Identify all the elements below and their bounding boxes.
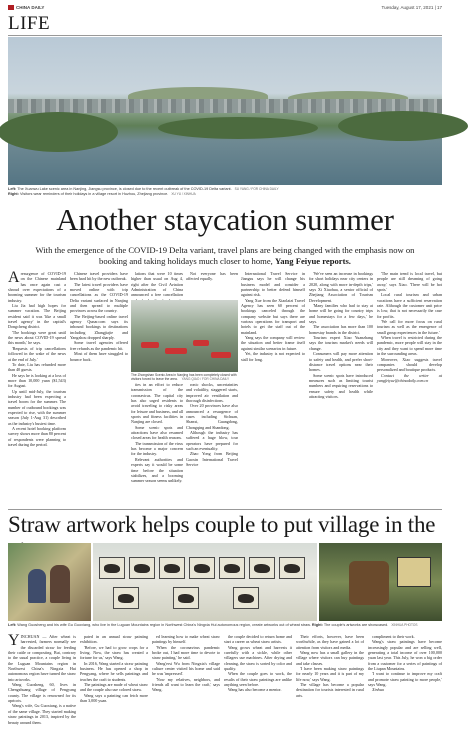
- paragraph: Zhao Yong from Beijing Gaoxin International Travel Service: [186, 451, 238, 468]
- straw-artwork: [279, 557, 305, 579]
- paragraph: 'Now my relatives, neighbors, and friends all want to learn the craft,' says Wang.: [152, 676, 220, 693]
- paragraph: The latest travel providers have moved online with trip cancellations as the COVID-19 Delta variant surfaced in Nanjing and then spread to multiple provinces across the country.: [70, 281, 128, 314]
- paragraph: Although the industry has suffered a huge blow, tour operators have prepared for such an eventuality.: [186, 430, 238, 452]
- photo-caption: [8, 623, 442, 628]
- artwork-subject: [118, 594, 134, 603]
- paragraph: Relevant authorities and experts say it would be some time before the situation stabilizes, and a booming summer season seems unlikely.: [131, 456, 183, 484]
- paragraph: When the couple goes to work, the results of their straw paintings are unlike anything seen before.: [224, 671, 292, 688]
- straw-artwork: [113, 587, 139, 609]
- artwork-subject: [178, 594, 194, 603]
- paragraph: 'Many families who had to stay at home will be going for country trips and homestays for a few days,' he says.: [309, 303, 373, 325]
- photo-caption: [131, 373, 238, 381]
- straw-artwork: [397, 557, 431, 587]
- story-divider: [8, 509, 442, 510]
- article-column: [131, 271, 183, 299]
- caption-text: Wang Guosheng and his wife Gu Guoxiang, who live in the Luguan Mountains region in Northwest China's Ningxia Hui autonomous region, create artworks out of wheat straw.: [17, 623, 311, 627]
- straw-artwork: [173, 587, 199, 609]
- paragraph: compliment to their work.: [372, 634, 415, 639]
- article-column: [296, 634, 364, 744]
- article-column: [8, 271, 66, 507]
- photo-credit: SU YANG / FOR CHINA DAILY: [234, 187, 279, 191]
- paragraph: Yang Xue from the Xiaolaizi Travel Agency has seen 60 percent of bookings canceled through the company website but says there are various operations for transport and hotels to get the staff out of the mainland.: [241, 297, 305, 335]
- article-column: [70, 271, 128, 507]
- lake-photo: [8, 37, 442, 185]
- paragraph: Chinese travel providers have been hard hit by the new outbreak.: [70, 271, 128, 282]
- boat: [141, 342, 159, 348]
- paragraph: ties in an effort to reduce transmission of the coronavirus. The capital city has also urged residents to avoid traveling to risky areas for leisure and business, and all sports and fitness facilities in Nanjing are closed.: [131, 382, 183, 425]
- paragraph: Wang has also become a mentor.: [228, 687, 282, 693]
- contact-line: Contact the writer at yangfeiyue@chinadaily.com.cn: [377, 372, 442, 383]
- paragraph: Most of them have struggled to bounce back.: [70, 351, 128, 362]
- paragraph: 'We call for more focus on rural tourism as well as the emergence of small group experiences in the future.': [377, 319, 442, 335]
- paragraph: 'I have been making straw paintings for nearly 10 years and it is part of my life now,' says Wang.: [296, 666, 364, 682]
- photo-credit: XINHUA PHOTOS: [391, 623, 418, 627]
- paragraph: Some scenic spots have introduced measures such as limiting tourist numbers and requiring reservations to ensure safety and health while attracting visitors.: [309, 372, 373, 399]
- paragraph: International Travel Service in Jiangsu says he will change his business model and consider a partnership to better defend himself against risk.: [241, 271, 305, 298]
- person-figure: [349, 561, 389, 605]
- boat: [165, 348, 187, 354]
- caption-label: Left:: [8, 623, 17, 627]
- paragraph: Liu Jia had high hopes for summer vacation. The Beijing resident said it was 'like a small travel agency' in the capital's Dongcheng district.: [8, 303, 66, 330]
- article-column: [131, 382, 183, 507]
- paragraph: 'Before, we had to grow crops for a living. Now, the straw has created a fortune for us,' says Wang.: [80, 644, 148, 661]
- deck-byline: Yang Feiyue reports.: [274, 255, 351, 266]
- article-column: [224, 634, 292, 744]
- caption-text: The Xuanwu Lake scenic area in Nanjing, Jiangsu province, is closed due to the recent outbreak of the COVID-19 Delta variant.: [17, 187, 232, 191]
- artwork-subject: [164, 564, 180, 573]
- main-headline: Another staycation summer: [56, 202, 394, 237]
- artwork-subject: [134, 564, 150, 573]
- person-figure: [50, 565, 70, 603]
- artwork-subject: [254, 564, 270, 573]
- island: [338, 111, 468, 141]
- paragraph: Wang grows wheat and harvests it carefully with a sickle, while other villagers use machines. After drying and cleaning, the straw is sorted by color and quality.: [224, 644, 292, 672]
- caption-text: The couple's artworks are showcased.: [323, 623, 389, 627]
- article-column: [186, 382, 238, 507]
- artwork-subject: [194, 564, 210, 573]
- paragraph: YINCHUAN — After wheat is harvested, farmers normally see the discarded straw for feeding their cattle or composting. But, contrary to the usual practice, a couple living in the Luguan Mountains region in Northwest China's Ningxia Hui autonomous region have turned the straw into artworks.: [8, 632, 76, 682]
- boat: [211, 352, 231, 358]
- paragraph: Wang'ersi Wu from Ningxia's village culture center visited his home and said he was 'impressed'.: [152, 660, 220, 677]
- logo-mark-icon: [8, 5, 14, 10]
- straw-artwork: [249, 557, 275, 579]
- paragraph: Moreover, Xiao suggests travel companies should develop personalized and boutique products.: [377, 356, 442, 373]
- paragraph: 'Requests of trip cancellations followed in the wake of the news at the end of July.': [8, 345, 66, 362]
- paragraph: Wang says a painting can fetch more than 3,000 yuan.: [80, 692, 148, 704]
- paragraph: Wang's straw paintings have become increasingly popular and are selling well, generating a total income of over 100,000 yuan last year. This July, he won a big order from a customer for a series of paintings of the Liupan Mountains.: [368, 639, 442, 672]
- caption-text: Visitors wear reminders of their holidays in a village resort in Huzhou, Zhejiang province.: [20, 192, 169, 196]
- paragraph: In 2016, Wang started a straw painting business. He has opened a shop in Pengyang, where he sells paintings and teaches the craft to students.: [80, 660, 148, 682]
- caption-label: Left:: [8, 187, 17, 191]
- article-column: [152, 634, 220, 744]
- paragraph: pated in an annual straw painting exhibition.: [80, 634, 148, 645]
- article-column: [186, 271, 238, 299]
- island: [158, 117, 318, 139]
- paragraph: Yang says the company will review the situation and better frame itself against similar scenarios in future.: [241, 335, 305, 351]
- straw-artwork: [129, 557, 155, 579]
- paragraph: A recent hotel booking platform survey shows more than 80 percent of respondents were planning to travel during the period.: [8, 425, 66, 447]
- paragraph: Tourism expert Xiao Yuanzhang says the tourism market's needs will change.: [309, 335, 373, 351]
- article-column: [241, 271, 305, 507]
- paragraph: The transmission of the virus has become a major concern for the industry.: [131, 440, 183, 457]
- date-and-page: Tuesday, August 17, 2021 | 17: [381, 5, 442, 10]
- city-skyline: [8, 99, 442, 113]
- straw-artwork: [189, 557, 215, 579]
- paragraph: Wang Guosheng, 60, lives in Chengzhuang village of Pengyang county. The village is renowned for its apricots.: [8, 682, 76, 704]
- masthead: [8, 5, 442, 13]
- caption-text: The Zhongshan Scenic Area in Nanjing has been completely closed with visitors forced to leave the area.: [131, 373, 237, 382]
- article-column: [368, 634, 442, 744]
- paragraph: When travel is restricted during the pandemic, more people will stay in the city and they want to spend more time in the surrounding areas.: [377, 335, 442, 357]
- paragraph: 'The bookings were great until the news about COVID-19 spread this month,' he says.: [8, 329, 66, 346]
- paragraph: Over 20 provinces have also announced a resurgence of cases including Sichuan, Shanxi, Guangdong, Chongqing and Shandong.: [186, 403, 238, 430]
- article-column: [377, 271, 442, 507]
- straw-artwork: [233, 587, 259, 609]
- lake-boat-photo: [131, 300, 238, 372]
- caption-label: Right:: [8, 192, 19, 196]
- artwork-subject: [104, 564, 120, 573]
- paragraph: Yet, the industry is not expected to stall for long.: [241, 351, 305, 362]
- caption-label: Right:: [311, 623, 323, 627]
- artwork-display-photo: [93, 543, 317, 621]
- paragraph: Wang now has a small gallery in the village where visitors can buy paintings and take classes.: [296, 650, 364, 666]
- paragraph: ed learning how to make wheat straw paintings by himself.: [152, 634, 220, 645]
- article-column: [309, 271, 373, 507]
- straw-artwork: [159, 557, 185, 579]
- paragraph: The village has become a popular destination for tourists interested in rural arts.: [296, 682, 364, 698]
- artwork-subject: [238, 594, 254, 603]
- paper-name: CHINA DAILY: [16, 5, 45, 10]
- paragraph: The Beijing-based online travel agency Qunar.com says its inbound bookings to destinations including Zhangjiajie and Yangzhou dropped sharply.: [70, 313, 128, 341]
- paragraph: Some scenic spots and attractions have also resumed closed areas for health reasons.: [131, 424, 183, 441]
- paragraph: 'We've seen an increase in bookings for short holidays near city centers in 2020, along with more in-depth trips,' says Xi Xiaohua, a senior official of Zhejiang Association of Tourism Development.: [309, 271, 373, 303]
- paragraph: He says he is looking at a loss of more than 10,000 yuan ($1,543) for August.: [8, 372, 66, 389]
- straw-artwork: [219, 557, 245, 579]
- island: [0, 112, 118, 152]
- paragraph: Wang's wife, Gu Guoxiang, is a native of the same village. They started making straw paintings in 2013, inspired by the beauty around them.: [8, 703, 76, 725]
- paragraph: Their efforts, however, have been worthwhile, as they have gained a lot of attention from visitors and media.: [296, 634, 364, 650]
- artwork-subject: [224, 564, 240, 573]
- artwork-subject: [284, 564, 300, 573]
- boat: [193, 340, 209, 346]
- paragraph: Aresurgence of COVID-19 on the Chinese mainland has once again cast a shroud over expectations of a booming summer for the tourism industry.: [8, 269, 66, 303]
- paper-logo: [8, 5, 44, 10]
- paragraph: The association has more than 100 homestay brands in the district.: [309, 324, 373, 335]
- paragraph: Local rural tourism and urban vacations have a sufficient reservation rate. Although the customer unit price is low, that is not necessarily the case for profits.: [377, 292, 442, 319]
- deck: [30, 245, 420, 266]
- paragraph: ronic shocks, uncertainties and volatility, staggered starts, improved air ventilation and thorough disinfections.: [186, 382, 238, 404]
- paragraph: Some travel agencies offered free refunds as the pandemic hit.: [70, 340, 128, 351]
- paragraph: The paintings are made of wheat straw and the couple also use colored straw.: [80, 682, 148, 693]
- paragraph: 'When the coronavirus pandemic broke out, I had more time to devote to straw painting,' he said.: [152, 644, 220, 661]
- photo-credit: YANG QIAO / FOR CHINA DAILY: [181, 377, 230, 382]
- section-title: LIFE: [8, 13, 51, 34]
- paragraph: To date, Liu has refunded more than 40 guests.: [8, 361, 66, 373]
- paragraph: the couple decided to return home and start a career as wheat straw artists.: [224, 634, 292, 645]
- section-rule: [8, 35, 442, 36]
- paragraph: 'The main trend is local travel, but people are still dreaming of going away,' says Xiao. 'There will be hot spots.': [377, 271, 442, 293]
- paragraph: Consumers will pay more attention to safety and health, and prefer short-distance travel options near their homes.: [309, 351, 373, 373]
- paragraph: Not everyone has been affected equally.: [186, 271, 238, 282]
- article-column: [80, 634, 148, 744]
- artwork-closeup-photo: [319, 543, 442, 621]
- couple-photo: [8, 543, 91, 621]
- person-figure: [28, 569, 46, 603]
- second-headline: Straw artwork helps couple to put village in the: [8, 512, 436, 537]
- paragraph: lations that were 10 times higher than usual on Aug 4, right after the Civil Aviation Administration of China announced a free cancellation: [131, 271, 183, 298]
- paragraph: Up until mid-July, the tourism industry had been expecting a travel boom for the summer. The number of outbound bookings was expected to rise, with the summer season (July 1-Aug 31) described as the industry's busiest time.: [8, 388, 66, 426]
- paragraph: 'I want to continue to improve my craft and promote straw painting to more people,' says Wang.: [368, 671, 442, 688]
- photo-credit: XU YU / XINHUA: [171, 192, 196, 196]
- deck-text: With the emergence of the COVID-19 Delta variant, travel plans are being changed with the emphasis now on booking and taking holidays much closer to home,: [35, 245, 415, 266]
- straw-artwork: [99, 557, 125, 579]
- paragraph: Xinhua: [372, 687, 384, 693]
- article-column: [8, 634, 76, 744]
- photo-caption: [8, 187, 442, 197]
